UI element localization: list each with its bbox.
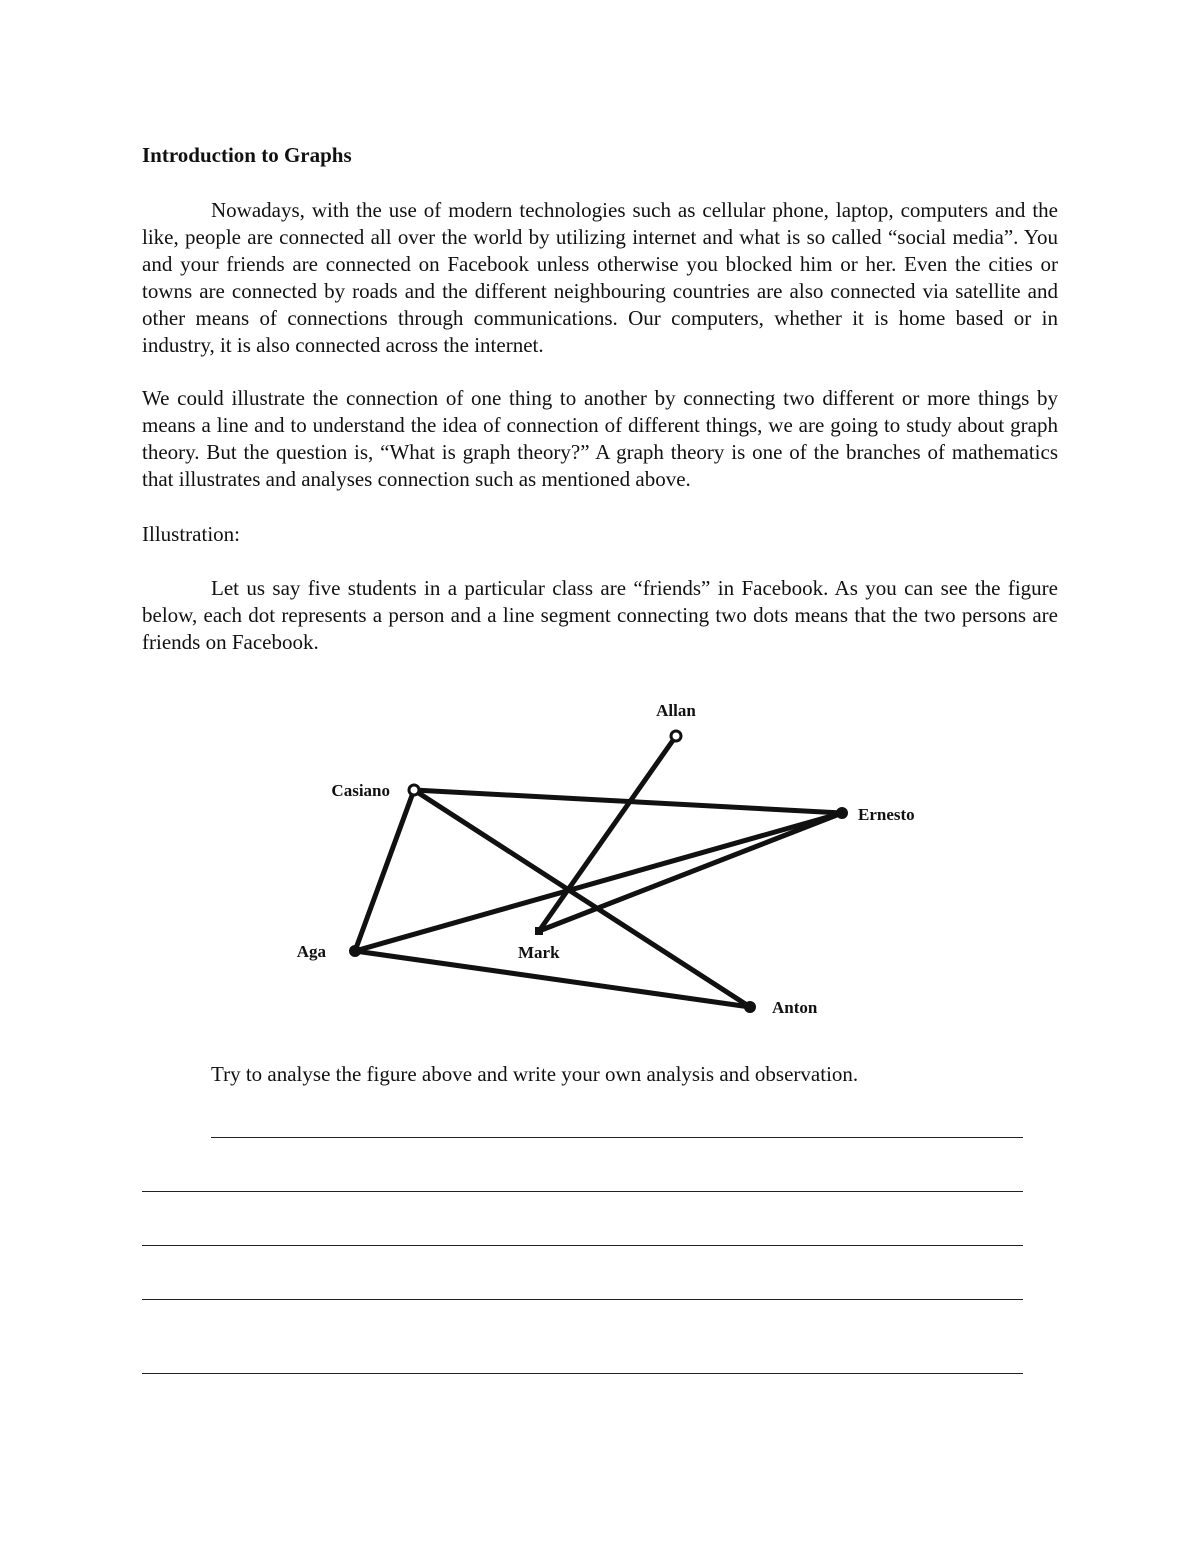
- intro-paragraph: Nowadays, with the use of modern technologies such as cellular phone, laptop, computers and the like, people are connected all over the world by utilizing internet and what is so called “social media”. You and your friends are connected on Facebook unless otherwise you blocked him or her. Even the cities or towns are connected by roads and the different neighbouring countries are also connected via satellite and other means of connections through communications. Our computers, whether it is home based or in industry, it is also connected across the internet.: [142, 198, 1058, 357]
- node-casiano: [409, 785, 419, 795]
- edge-casiano-anton: [414, 790, 750, 1007]
- graph-edges: [355, 736, 842, 1007]
- illustration-paragraph: Let us say five students in a particular class are “friends” in Facebook. As you can see the figure below, each dot represents a person and a line segment connecting two dots means that the two persons are friends on Facebook.: [142, 576, 1058, 654]
- answer-line[interactable]: [142, 1245, 1023, 1246]
- analysis-prompt: Try to analyse the figure above and write your own analysis and observation.: [211, 1062, 859, 1086]
- node-label-casiano: Casiano: [331, 781, 390, 800]
- node-ernesto: [836, 807, 848, 819]
- page-title: Introduction to Graphs: [142, 143, 352, 167]
- answer-line[interactable]: [211, 1137, 1023, 1138]
- node-label-anton: Anton: [772, 998, 818, 1017]
- node-label-allan: Allan: [656, 701, 696, 720]
- edge-mark-ernesto: [539, 813, 842, 931]
- answer-line[interactable]: [142, 1191, 1023, 1192]
- edge-aga-ernesto: [355, 813, 842, 951]
- node-label-mark: Mark: [518, 943, 560, 962]
- answer-line[interactable]: [142, 1299, 1023, 1300]
- node-anton: [744, 1001, 756, 1013]
- node-mark: [535, 927, 543, 935]
- illustration-label: Illustration:: [142, 522, 240, 546]
- edge-casiano-aga: [355, 790, 414, 951]
- answer-line[interactable]: [142, 1373, 1023, 1374]
- graph-theory-paragraph: We could illustrate the connection of one thing to another by connecting two different or more things by means a line and to understand the idea of connection of different things, we are going to study about graph theory. But the question is, “What is graph theory?” A graph theory is one of the branches of mathematics that illustrates and analyses connection such as mentioned above.: [142, 386, 1058, 491]
- edge-casiano-ernesto: [414, 790, 842, 813]
- node-aga: [349, 945, 361, 957]
- node-label-ernesto: Ernesto: [858, 805, 915, 824]
- node-label-aga: Aga: [296, 942, 326, 961]
- graph-nodes: [349, 731, 848, 1013]
- node-allan: [671, 731, 681, 741]
